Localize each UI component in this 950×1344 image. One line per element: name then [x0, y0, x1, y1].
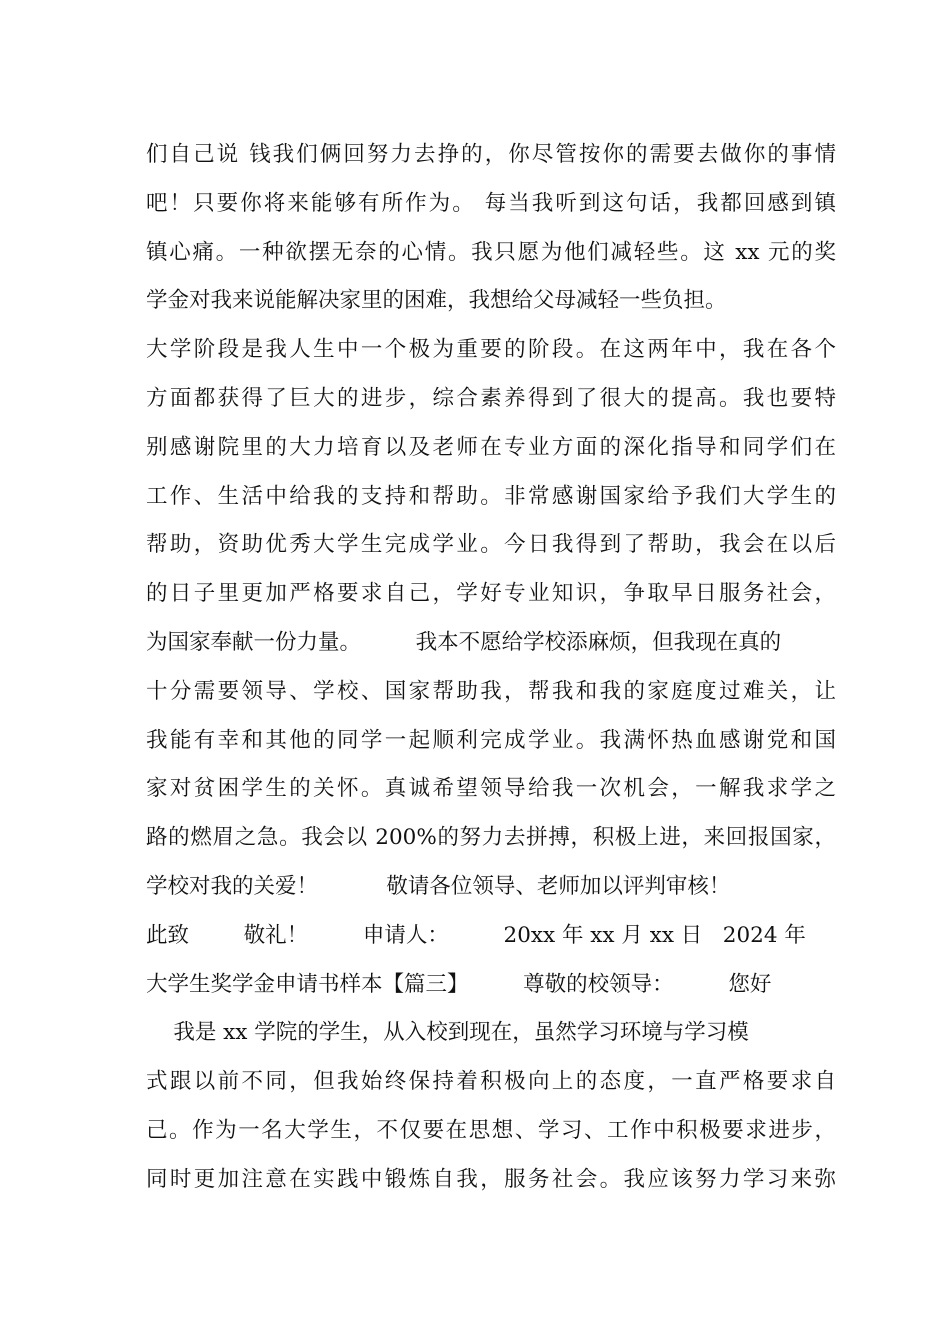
text-line: 镇心痛。一种欲摆无奈的心情。我只愿为他们减轻些。这 xx 元的奖 — [146, 239, 836, 265]
text-line: 家对贫困学生的关怀。真诚希望领导给我一次机会，一解我求学之 — [146, 776, 836, 802]
text-line: 我能有幸和其他的同学一起顺利完成学业。我满怀热血感谢党和国 — [146, 727, 836, 753]
text-line: 为国家奉献一份力量。 我本不愿给学校添麻烦，但我现在真的 — [146, 629, 782, 655]
body-text — [146, 131, 836, 1205]
text-line: 路的燃眉之急。我会以 200%的努力去拼搏，积极上进，来回报国家， — [146, 825, 836, 851]
text-line: 学金对我来说能解决家里的困难，我想给父母减轻一些负担。 — [146, 288, 727, 314]
text-line: 吧！只要你将来能够有所作为。 每当我听到这句话，我都回感到镇 — [146, 190, 836, 216]
text-line: 帮助，资助优秀大学生完成学业。今日我得到了帮助，我会在以后 — [146, 532, 836, 558]
text-line: 工作、生活中给我的支持和帮助。非常感谢国家给予我们大学生的 — [146, 483, 836, 509]
text-line: 的日子里更加严格要求自己，学好专业知识，争取早日服务社会， — [146, 581, 836, 607]
text-line: 此致 敬礼！ 申请人： 20xx 年 xx 月 xx 日 2024 年 — [146, 922, 806, 948]
text-line: 己。作为一名大学生，不仅要在思想、学习、工作中积极要求进步， — [146, 1117, 836, 1143]
text-line: 别感谢院里的大力培育以及老师在专业方面的深化指导和同学们在 — [146, 434, 836, 460]
text-line: 十分需要领导、学校、国家帮助我，帮我和我的家庭度过难关，让 — [146, 678, 836, 704]
text-line: 式跟以前不同，但我始终保持着积极向上的态度，一直严格要求自 — [146, 1069, 836, 1095]
text-line: 同时更加注意在实践中锻炼自我，服务社会。我应该努力学习来弥 — [146, 1166, 836, 1192]
text-line: 们自己说 钱我们俩回努力去挣的，你尽管按你的需要去做你的事情 — [146, 142, 836, 167]
text-line: 方面都获得了巨大的进步，综合素养得到了很大的提高。我也要特 — [146, 385, 836, 411]
text-line: 大学生奖学金申请书样本【篇三】 尊敬的校领导： 您好 — [146, 971, 772, 997]
text-line: 学校对我的关爱！ 敬请各位领导、老师加以评判审核！ — [146, 873, 731, 899]
text-line: 大学阶段是我人生中一个极为重要的阶段。在这两年中，我在各个 — [146, 337, 836, 363]
text-line: 我是 xx 学院的学生，从入校到现在，虽然学习环境与学习模 — [146, 1020, 749, 1046]
